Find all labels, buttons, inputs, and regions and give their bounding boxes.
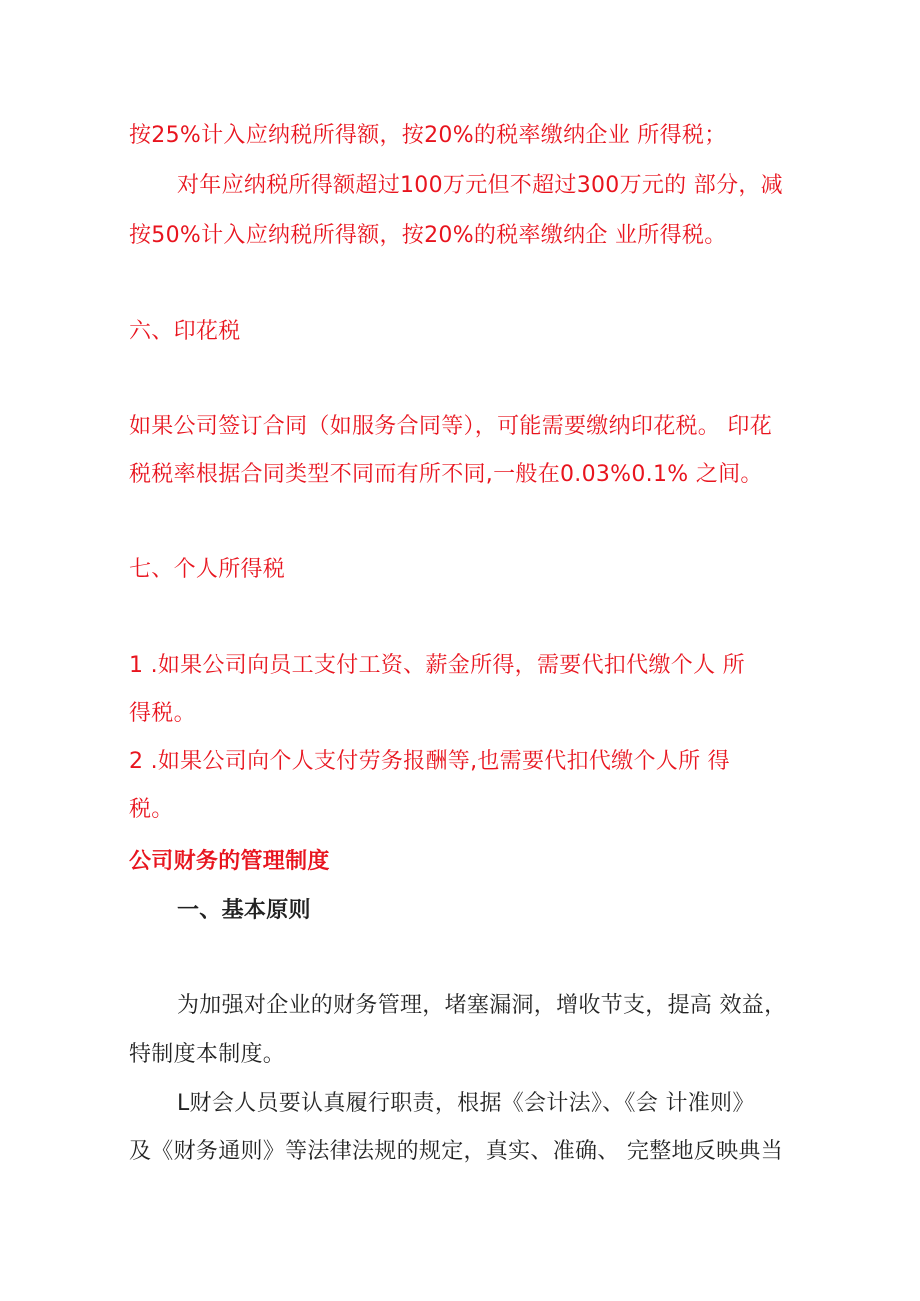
paragraph-line: 按50%计入应纳税所得额，按20%的税率缴纳企 业所得税。 <box>129 223 727 248</box>
paragraph-line: 及《财务通则》等法律法规的规定，真实、准确、 完整地反映典当 <box>129 1139 783 1164</box>
paragraph-line: 按25%计入应纳税所得额，按20%的税率缴纳企业 所得税； <box>129 123 727 148</box>
paragraph-line: 特制度本制度。 <box>129 1042 286 1067</box>
list-item-1-cont: 得税。 <box>129 701 196 726</box>
section-heading-stamp-tax: 六、印花税 <box>129 319 241 344</box>
subheading-basic-principles: 一、基本原则 <box>177 898 311 923</box>
section-heading-income-tax: 七、个人所得税 <box>129 557 286 582</box>
paragraph-line: 对年应纳税所得额超过100万元但不超过300万元的 部分，减 <box>177 173 783 198</box>
list-item-2: 2 .如果公司向个人支付劳务报酬等,也需要代扣代缴个人所 得 <box>129 749 730 774</box>
paragraph-line: 如果公司签订合同（如服务合同等），可能需要缴纳印花税。 印花 <box>129 414 772 439</box>
paragraph-line: 税税率根据合同类型不同而有所不同,一般在0.03%0.1% 之间。 <box>129 462 763 487</box>
document-title: 公司财务的管理制度 <box>129 849 330 874</box>
list-item-2-cont: 税。 <box>129 797 174 822</box>
paragraph-line: L财会人员要认真履行职责，根据《会计法》、《会 计准则》 <box>177 1091 755 1116</box>
paragraph-line: 为加强对企业的财务管理，堵塞漏洞，增收节支，提高 效益， <box>177 993 787 1018</box>
list-item-1: 1 .如果公司向员工支付工资、薪金所得，需要代扣代缴个人 所 <box>129 653 745 678</box>
